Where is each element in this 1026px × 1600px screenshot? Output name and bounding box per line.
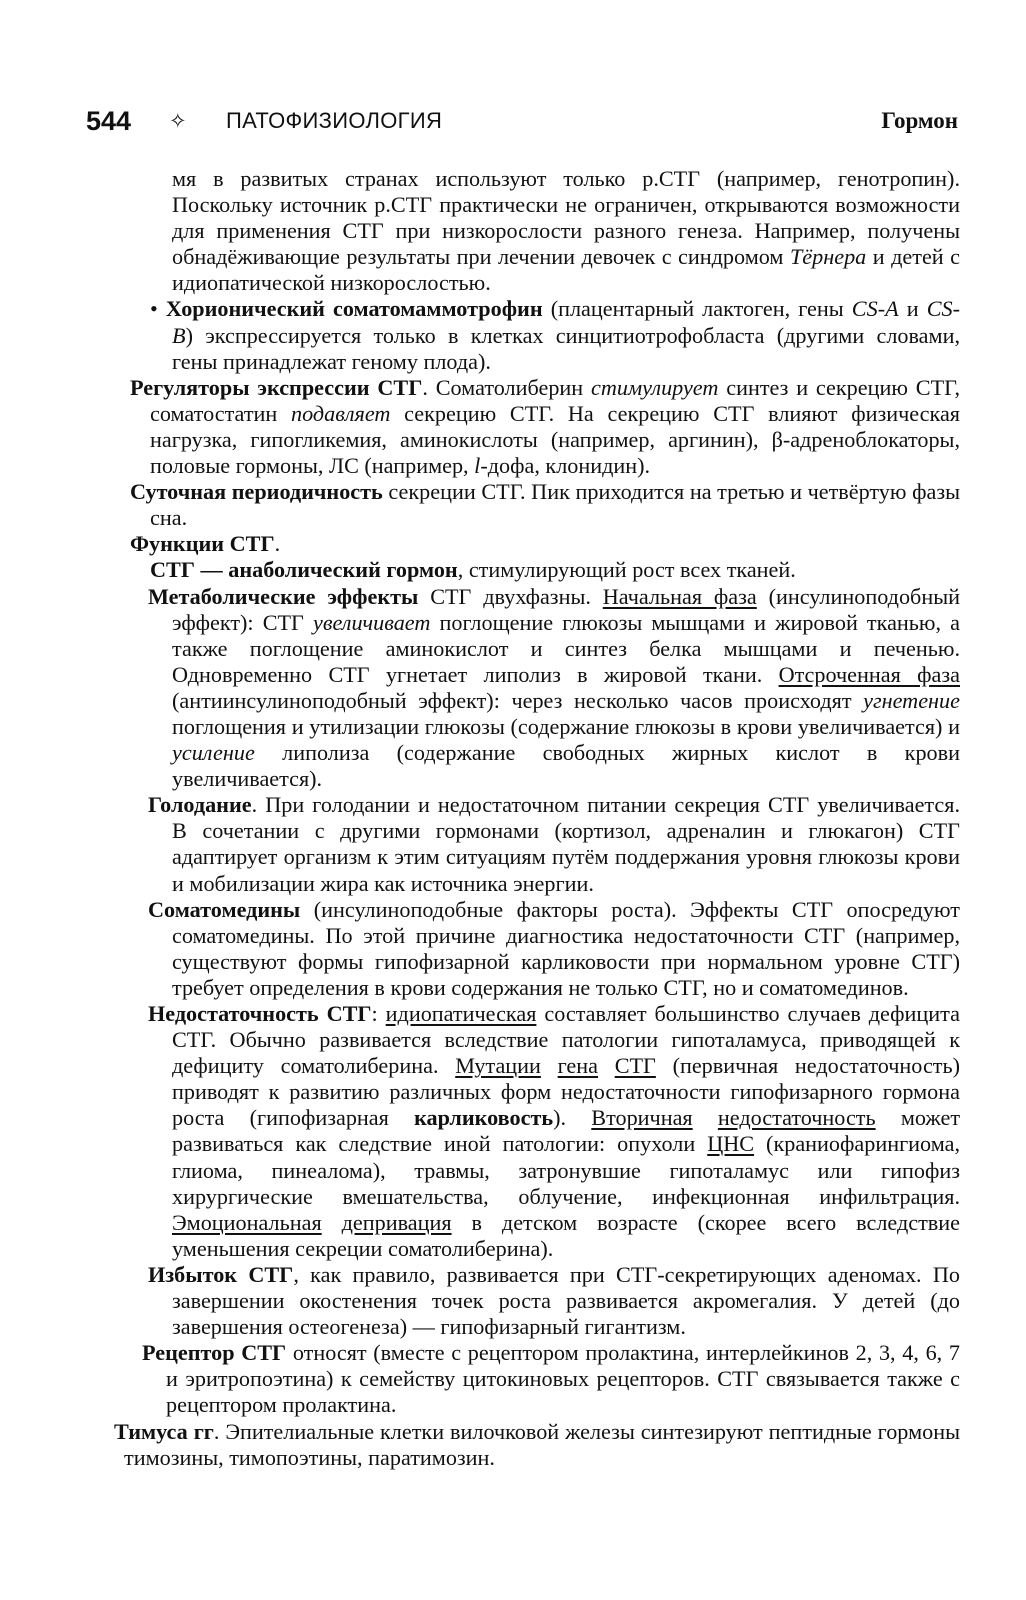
paragraph-anabolic: СТГ — анаболический гормон, стимулирующий рост всех тканей. <box>150 557 796 583</box>
running-title: Гормон <box>881 108 958 133</box>
paragraph-recombinant-gh: мя в развитых странах используют только р.СТГ (например, генотропин). Поскольку источник р.СТГ практически не ограничен, открываются возможности для применения СТГ при низкорослости разного генеза. Например, получены обнадёживающие результаты при лечении девочек с синдромом Тёрнера и детей с идиопатической низкорослостью. <box>172 166 960 296</box>
page-number: 544 <box>86 106 132 136</box>
paragraph-starvation: Голодание. При голодании и недостаточном питании секреция СТГ увеличивается. В сочетании с другими гормонами (кортизол, адреналин и глюкагон) СТГ адаптирует организм к этим ситуациям путём поддержания уровня глюкозы крови и мобилизации жира как источника энергии. <box>148 792 960 896</box>
paragraph-regulators: Регуляторы экспрессии СТГ. Соматолиберин стимулирует синтез и секрецию СТГ, соматостатин подавляет секрецию СТГ. На секрецию СТГ влияют физическая нагрузка, гипогликемия, аминокислоты (например, аргинин), β-адреноблокаторы, половые гормоны, ЛС (например, l-дофа, клонидин). <box>130 374 961 479</box>
page-header <box>86 106 958 146</box>
paragraph-somatomedins: Соматомедины (инсулиноподобные факторы роста). Эффекты СТГ опосредуют соматомедины. По этой причине диагностика недостаточности СТГ (например, существуют формы гипофизарной карликовости при нормальном уровне СТГ) требует определения в крови содержания не только СТГ, но и соматомединов. <box>148 896 960 1000</box>
paragraph-gh-receptor: Рецептор СТГ относят (вместе с рецептором пролактина, интерлейкинов 2, 3, 4, 6, 7 и эритропоэтина) к семейству цитокиновых рецепторов. СТГ связывается также с рецептором пролактина. <box>142 1340 960 1418</box>
paragraph-chorionic-somatomammotropin: • Хорионический соматомаммотрофин (плацентарный лактоген, гены CS-A и CS-B) экспрессируется только в клетках синцитиотрофобласта (другими словами, гены принадлежат геному плода). <box>150 296 960 374</box>
diamond-separator-icon: ✧ <box>169 109 187 133</box>
paragraph-metabolic-effects: Метаболические эффекты СТГ двухфазны. Начальная фаза (инсулиноподобный эффект): СТГ увеличивает поглощение глюкозы мышцами и жировой тканью, а также поглощение аминокислот и синтез белка мышцами и печенью. Одновременно СТГ угнетает липолиз в жировой ткани. Отсроченная фаза (антиинсулиноподобный эффект): через несколько часов происходят угнетение поглощения и утилизации глюкозы (содержание глюкозы в крови увеличивается) и усиление липолиза (содержание свободных жирных кислот в крови увеличивается). <box>148 583 960 792</box>
paragraph-gh-deficiency: Недостаточность СТГ: идиопатическая составляет большинство случаев дефицита СТГ. Обычно развивается вследствие патологии гипоталамуса, приводящей к дефициту соматолиберина. Мутации гена СТГ (первичная недостаточность) приводят к развитию различных форм недостаточности гипофизарного гормона роста (гипофизарная карликовость). Вторичная недостаточность может развиваться как следствие иной патологии: опухоли ЦНС (краниофарингиома, глиома, пинеалома), травмы, затронувшие гипоталамус или гипофиз хирургические вмешательства, облучение, инфекционная инфильтрация. Эмоциональная депривация в детском возрасте (скорее всего вследствие уменьшения секреции соматолиберина). <box>148 1001 961 1261</box>
body-text <box>0 166 1026 1471</box>
paragraph-thymus-hormones: Тимуса гг. Эпителиальные клетки вилочковой железы синтезируют пептидные гормоны тимозины, тимопоэтины, паратимозин. <box>114 1418 960 1470</box>
bullet-icon: • <box>150 296 166 322</box>
paragraph-daily-periodicity: Суточная периодичность секреции СТГ. Пик приходится на третью и четвёртую фазы сна. <box>130 479 960 531</box>
section-title: ПАТОФИЗИОЛОГИЯ <box>226 108 443 133</box>
paragraph-gh-excess: Избыток СТГ, как правило, развивается при СТГ-секретирующих аденомах. По завершении окостенения точек роста развивается акромегалия. У детей (до завершения остеогенеза) — гипофизарный гигантизм. <box>148 1261 961 1340</box>
paragraph-functions-heading: Функции СТГ. <box>130 531 281 557</box>
